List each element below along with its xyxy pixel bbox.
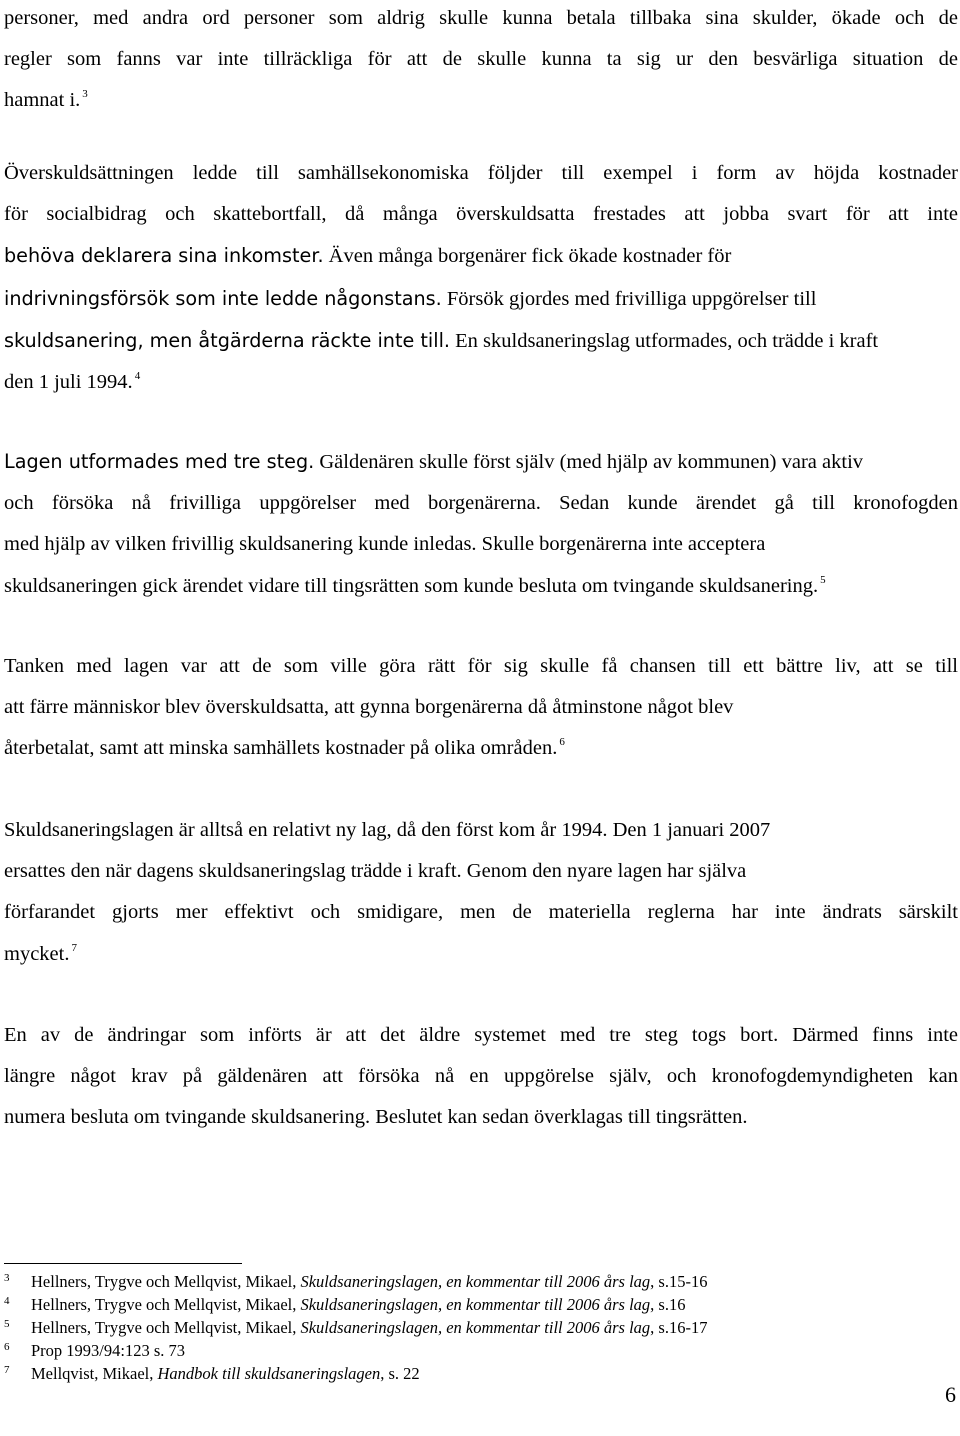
paragraph-skuldsaneringslagen (4, 810, 958, 975)
footnote-number: 4 (4, 1295, 10, 1307)
paragraph-andringar (4, 1015, 958, 1139)
text-line: En av de ändringar som införts är att det äldre systemet med tre steg togs bort. Därmed finns inte (4, 1024, 958, 1046)
paragraph-overskuldsattning (4, 153, 958, 403)
footnote-number: 5 (4, 1318, 10, 1330)
footnote-separator (4, 1263, 242, 1264)
text-line: mycket. $^7$ (4, 941, 77, 965)
text-line: Överskuldsättningen ledde till samhällsekonomiska följder till exempel i form av höjda kostnader (4, 162, 958, 184)
text-line: längre något krav på gäldenären att försöka nå en uppgörelse själv, och kronofogdemyndigheten kan (4, 1065, 958, 1088)
text-line: Skuldsaneringslagen är alltså en relativt ny lag, då den först kom år 1994. Den 1 januari 2007 (4, 819, 771, 841)
text-line: skuldsanering, men åtgärderna räckte inte till. En skuldsaneringslag utformades, och trädde i kraft (4, 328, 879, 352)
text-line: den 1 juli 1994. $^4$ (4, 370, 141, 394)
text-line: numera besluta om tvingande skuldsanering. Beslutet kan sedan överklagas till tingsrätten. (4, 1106, 748, 1129)
text-line: förfarandet gjorts mer effektivt och smidigare, men de materiella reglerna har inte ändrats särskilt (4, 901, 958, 924)
footnote-text: Prop 1993/94:123 s. 73 (31, 1341, 186, 1360)
footnote-ref: 5 (820, 573, 826, 586)
paragraph-tanken (4, 646, 958, 770)
text-line: att färre människor blev överskuldsatta, att gynna borgenärerna då åtminstone något blev (4, 696, 734, 719)
text-line: personer, med andra ord personer som aldrig skulle kunna betala tillbaka sina skulder, ökade och de (4, 7, 958, 29)
footnote-ref: 7 (71, 941, 77, 954)
text-line: med hjälp av vilken frivillig skuldsanering kunde inledas. Skulle borgenärerna inte acceptera (4, 533, 766, 556)
paragraph-continuation (4, 0, 958, 122)
footnote-number: 6 (4, 1341, 10, 1353)
text-line: återbetalat, samt att minska samhällets kostnader på olika områden. $^6$ (4, 736, 565, 760)
footnote-ref: 3 (82, 88, 88, 101)
text-line: hamnat i. $^3$ (4, 88, 88, 112)
text-line: Tanken med lagen var att de som ville göra rätt för sig skulle få chansen till ett bättre liv, att se till (4, 655, 958, 677)
footnote-ref: 6 (559, 736, 565, 749)
footnote-ref: 4 (134, 370, 141, 383)
text-line: Lagen utformades med tre steg. Gäldenären skulle först själv (med hjälp av kommunen) vara aktiv (4, 450, 864, 473)
text-line: och försöka nå frivilliga uppgörelser med borgenärerna. Sedan kunde ärendet gå till kronofogden (4, 492, 958, 515)
footnote-number: 7 (4, 1364, 10, 1376)
footnote-text: Hellners, Trygve och Mellqvist, Mikael, Skuldsaneringslagen, en kommentar till 2006 års lag, s.16-17 (31, 1318, 708, 1337)
footnote-text: Hellners, Trygve och Mellqvist, Mikael, Skuldsaneringslagen, en kommentar till 2006 års lag, s.16 (31, 1295, 686, 1314)
text-line: ersattes den när dagens skuldsaneringslag trädde i kraft. Genom den nyare lagen har själva (4, 860, 747, 883)
text-line: skuldsaneringen gick ärendet vidare till tingsrätten som kunde besluta om tvingande skuldsanering. $^5$ (4, 573, 826, 597)
paragraph-lagen-utformades (4, 441, 958, 607)
text-line: regler som fanns var inte tillräckliga för att de skulle kunna ta sig ur den besvärliga situation de (4, 48, 958, 71)
text-line: för socialbidrag och skattebortfall, då många överskuldsatta frestades att jobba svart för att inte (4, 203, 958, 226)
text-line: indrivningsförsök som inte ledde någonstans. Försök gjordes med frivilliga uppgörelser till (4, 286, 817, 310)
text-line: behöva deklarera sina inkomster. Även många borgenärer fick ökade kostnader för (4, 244, 732, 268)
footnote-text: Hellners, Trygve och Mellqvist, Mikael, Skuldsaneringslagen, en kommentar till 2006 års lag, s.15-16 (31, 1272, 708, 1291)
page-number: 6 (945, 1382, 956, 1407)
footnote-text: Mellqvist, Mikael, Handbok till skuldsaneringslagen, s. 22 (31, 1364, 420, 1383)
footnote-number: 3 (4, 1272, 10, 1284)
